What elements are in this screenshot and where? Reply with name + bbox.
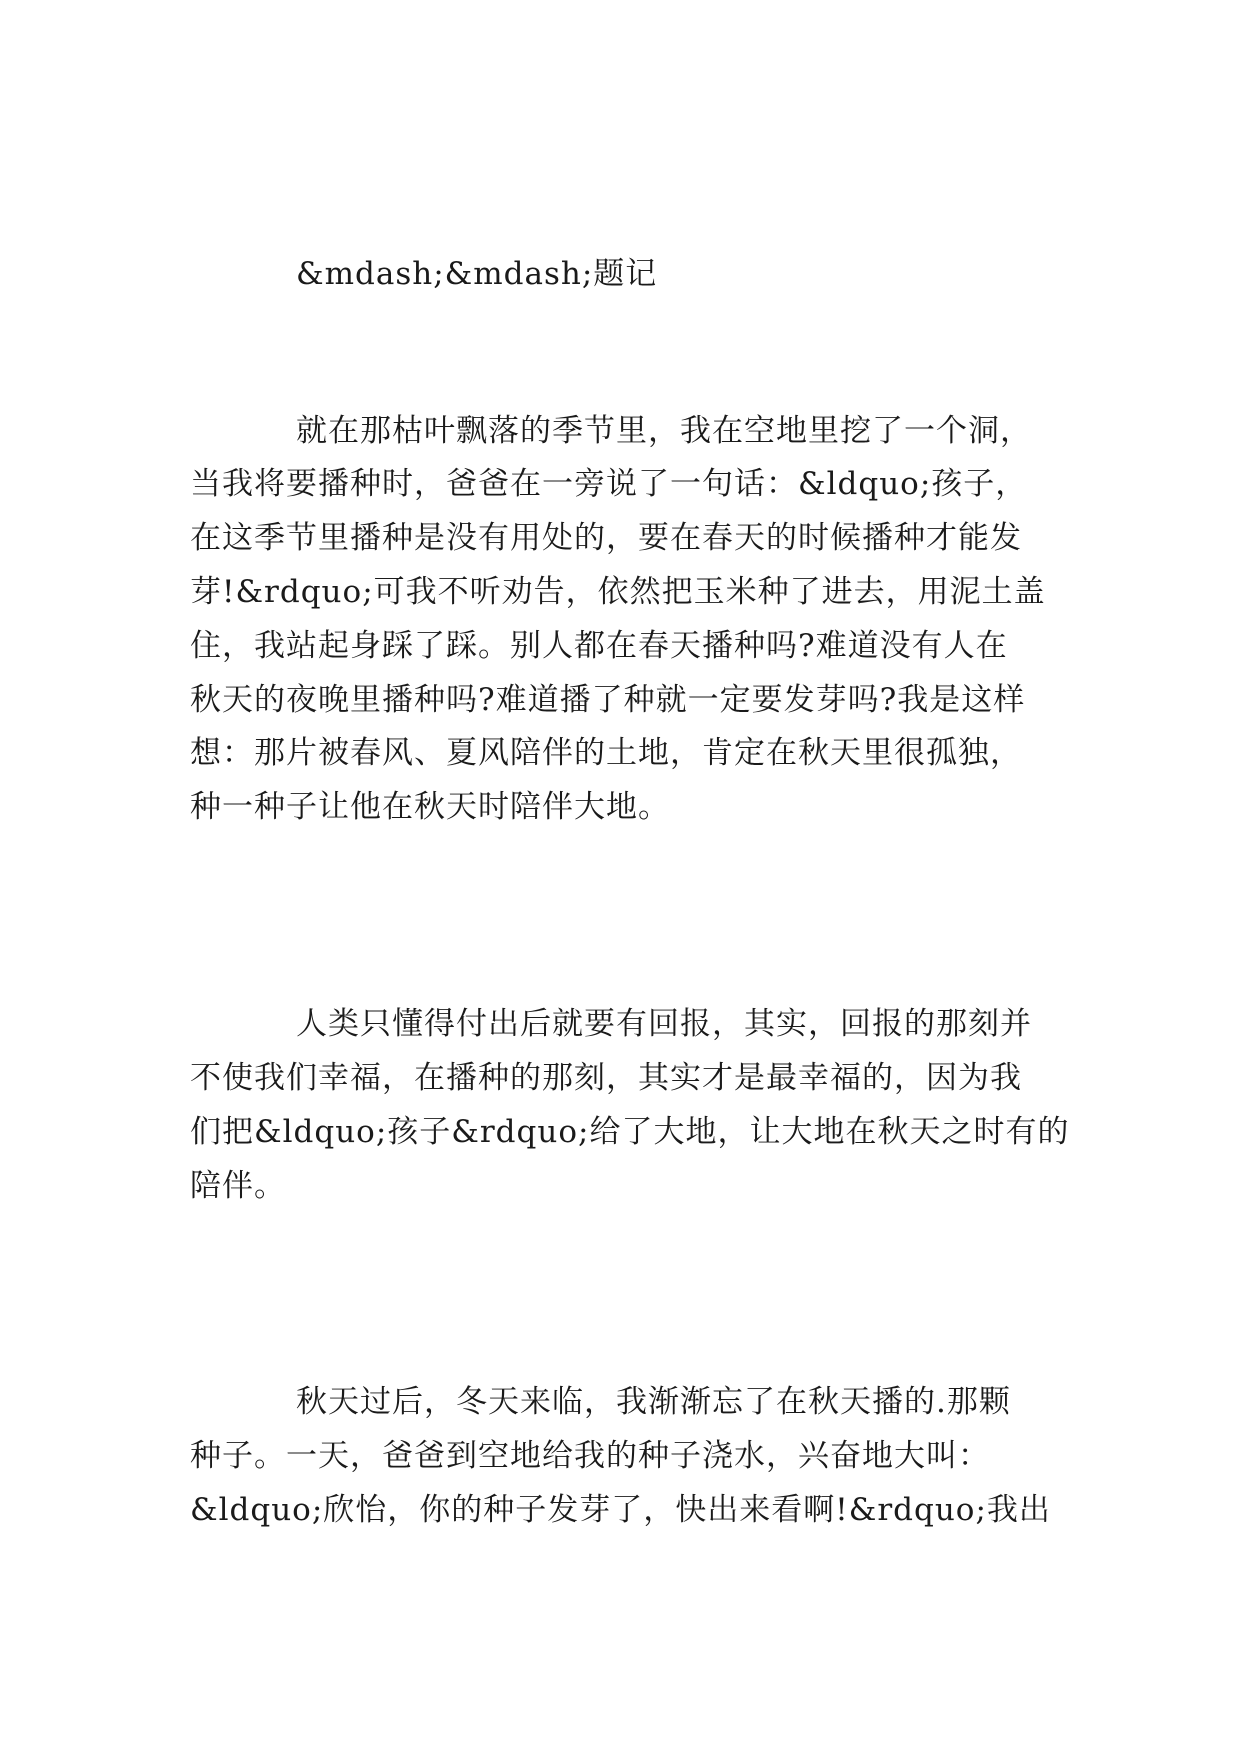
paragraph-line: 当我将要播种时，爸爸在一旁说了一句话：&ldquo;孩子，	[190, 466, 1028, 502]
paragraph-line: 就在那枯叶飘落的季节里，我在空地里挖了一个洞，	[296, 413, 1032, 449]
paragraph-line: 住，我站起身踩了踩。别人都在春天播种吗?难道没有人在	[190, 628, 1008, 664]
paragraph-line: 在这季节里播种是没有用处的，要在春天的时候播种才能发	[190, 520, 1022, 556]
paragraph-line: 种子。一天，爸爸到空地给我的种子浇水，兴奋地大叫：	[190, 1438, 990, 1474]
paragraph-line: 秋天的夜晚里播种吗?难道播了种就一定要发芽吗?我是这样	[190, 682, 1026, 718]
paragraph-line: &ldquo;欣怡，你的种子发芽了，快出来看啊!&rdquo;我出	[190, 1492, 1051, 1528]
paragraph-line: 秋天过后，冬天来临，我渐渐忘了在秋天播的.那颗	[296, 1384, 1011, 1420]
paragraph-line: 人类只懂得付出后就要有回报，其实，回报的那刻并	[296, 1006, 1032, 1042]
epigraph-attribution: &mdash;&mdash;题记	[296, 256, 658, 292]
paragraph-line: 种一种子让他在秋天时陪伴大地。	[190, 789, 670, 825]
paragraph-line: 陪伴。	[190, 1168, 286, 1204]
paragraph-line: 们把&ldquo;孩子&rdquo;给了大地，让大地在秋天之时有的	[190, 1114, 1070, 1150]
paragraph-line: 想：那片被春风、夏风陪伴的土地，肯定在秋天里很孤独，	[190, 735, 1022, 771]
paragraph-line: 芽!&rdquo;可我不听劝告，依然把玉米种了进去，用泥土盖	[190, 574, 1046, 610]
paragraph-line: 不使我们幸福，在播种的那刻，其实才是最幸福的，因为我	[190, 1060, 1022, 1096]
